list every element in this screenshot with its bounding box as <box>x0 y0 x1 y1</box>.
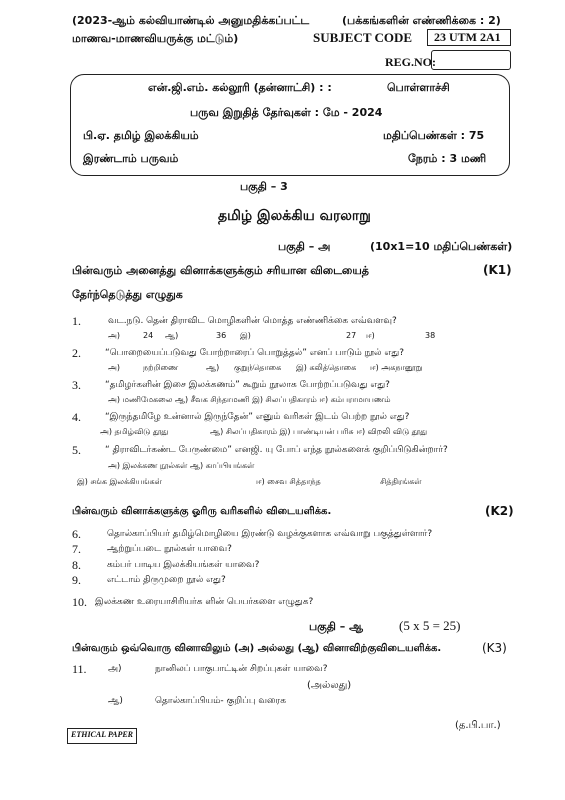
option-label: இ) <box>240 331 251 340</box>
question-text: “ திராவிடர்கண்ட பேருண்மை” எனஜி. யு போப் எந்த நூல்களைக் குறிப்பிடுகின்றார்? <box>105 445 448 455</box>
ethical-paper-stamp <box>67 728 137 744</box>
options-line: ஆ) சிலப்பதிகாரம் இ) பாண்டியன் பரிசு ஈ) விறலி விடு தூது <box>210 427 428 436</box>
option-label: அ) <box>108 363 121 372</box>
option-label: ஆ) <box>165 331 179 340</box>
question-number: 5. <box>72 443 81 457</box>
section-b-label: பகுதி – ஆ <box>309 620 363 633</box>
option-value: ஈ) சைவ சித்தாந்த <box>256 477 321 486</box>
question-number: 3. <box>72 378 81 392</box>
question-text: இலக்கண உரையாசிரியர்க ளின் பெயர்களை எழுதுக? <box>95 597 314 607</box>
short-answer-level: (K2) <box>485 504 514 518</box>
question-text: நானிலப் பாகுபாட்டின் சிறப்புகள் யாவை? <box>155 664 328 674</box>
college-place: பொள்ளாச்சி <box>387 81 450 94</box>
section-a-level: (K1) <box>483 263 512 277</box>
question-text: கம்பர் பாடிய இலக்கியங்கள் யாவை? <box>107 560 260 570</box>
max-marks: மதிப்பெண்கள் : 75 <box>383 129 485 142</box>
header-students-note: மாணவ-மாணவியருக்கு மட்டும்) <box>72 32 239 45</box>
subject-code-box <box>427 29 511 46</box>
question-text: தொல்காப்பியர் தமிழ்மொழியை இரண்டு வழக்குகளாக எவ்வாறு பகுத்துள்ளார்? <box>107 529 433 539</box>
option-value: 36 <box>216 331 227 340</box>
question-number: 6. <box>72 527 81 541</box>
question-text: “பொறையைப்படுவது போற்றாரைப் பொறுத்தல்” எனப் பாடும் நூல் எது? <box>105 348 404 358</box>
option-value: 38 <box>425 331 436 340</box>
options-line: அ) மணிமேகலை ஆ) சீவக சிந்தாமணி இ) சிலப்பதிகாரம் ஈ) கம்பராமாயணம் <box>108 395 391 404</box>
section-a-instruction-cont: தேர்ந்தெடுத்து எழுதுக <box>72 288 183 301</box>
semester: இரண்டாம் பருவம் <box>83 152 179 165</box>
question-number: 10. <box>72 595 87 609</box>
short-answer-instruction: பின்வரும் வினாக்களுக்கு ஓரிரு வரிகளில் விடையளிக்க. <box>72 506 332 517</box>
option-value: நற்றிணை <box>143 363 179 372</box>
question-number: 11. <box>72 662 87 676</box>
question-number: 7. <box>72 542 81 556</box>
option-label: ஈ) <box>366 331 375 340</box>
option-value: 27 <box>346 331 357 340</box>
paper-title: தமிழ் இலக்கிய வரலாறு <box>218 208 371 224</box>
option-value: இ) கலித்தொகை <box>296 363 357 372</box>
question-number: 4. <box>72 410 81 424</box>
question-number: 2. <box>72 346 81 360</box>
ethical-paper-label: ETHICAL PAPER <box>71 730 134 739</box>
option-value: 24 <box>143 331 154 340</box>
or-separator: (அல்லது) <box>307 680 352 691</box>
section-a-marks: (10x1=10 மதிப்பெண்கள்) <box>370 240 513 253</box>
question-text: “இருந்தமிழே உன்னால் இருந்தேன்” எனும் வரிகள் இடம் பெற்ற நூல் எது? <box>105 412 410 422</box>
section-b-marks: (5 x 5 = 25) <box>399 618 461 633</box>
course-name: பி.ஏ. தமிழ் இலக்கியம் <box>83 129 199 142</box>
options-line: அ) இலக்கண நூல்கள் ஆ) காப்பியங்கள் <box>108 461 255 470</box>
please-turn-over: (த.பி.பா.) <box>455 720 501 731</box>
section-a-instruction: பின்வரும் அனைத்து வினாக்களுக்கும் சரியான விடையைத் <box>72 264 369 277</box>
page-count: (பக்கங்களின் எண்ணிக்கை : 2) <box>342 14 501 27</box>
option-label: ஆ) <box>206 363 220 372</box>
question-text: ஆற்றுப்படை நூல்கள் யாவை? <box>107 544 232 554</box>
exam-title: பருவ இறுதித் தேர்வுகள் : மே - 2024 <box>190 106 383 119</box>
question-text: வட.நடு. தென் திராவிட மொழிகளின் மொத்த எண்ணிக்கை எவ்வளவு? <box>108 316 397 326</box>
question-text: “தமிழர்களின் இசை இலக்கணம்” கூறும் நூலாக போற்றப்படுவது எது? <box>105 380 390 390</box>
subject-code-label: SUBJECT CODE <box>313 30 413 45</box>
option-value: சித்திரங்கள் <box>380 477 422 486</box>
question-number: 8. <box>72 558 81 572</box>
question-number: 9. <box>72 573 81 587</box>
question-text: தொல்காப்பியம்- குறிப்பு வரைக <box>155 696 286 706</box>
option-value: இ) சங்க இலக்கியங்கள் <box>77 477 162 486</box>
reg-no-label: REG.NO: <box>385 55 436 69</box>
option-label: ஆ) <box>108 696 123 706</box>
section-b-level: (K3) <box>482 641 507 655</box>
header-admission-note: (2023-ஆம் கல்வியாண்டில் அனுமதிக்கப்பட்ட <box>72 14 310 27</box>
section-b-instruction: பின்வரும் ஒவ்வொரு வினாவிலும் (அ) அல்லது (ஆ) வினாவிற்குவிடையளிக்க. <box>72 643 442 654</box>
subject-code: 23 UTM 2A1 <box>434 30 501 44</box>
duration: நேரம் : 3 மணி <box>408 152 487 165</box>
section-a-label: பகுதி – அ <box>278 240 331 253</box>
college-name: என்.ஜி.எம். கல்லூரி (தன்னாட்சி) : : <box>148 81 332 94</box>
option-label: அ) <box>108 664 122 674</box>
option-value: ஈ) அகநானூறு <box>370 363 423 372</box>
reg-no-field[interactable] <box>431 50 511 70</box>
option-value: குறுந்தொகை <box>234 363 282 372</box>
question-text: எட்டாம் திருமுறை நூல் எது? <box>107 575 226 585</box>
option-value: அ) தமிழ்விடு தூது <box>100 427 169 436</box>
option-label: அ) <box>108 331 121 340</box>
question-number: 1. <box>72 314 81 328</box>
part-number: பகுதி – 3 <box>240 180 288 193</box>
